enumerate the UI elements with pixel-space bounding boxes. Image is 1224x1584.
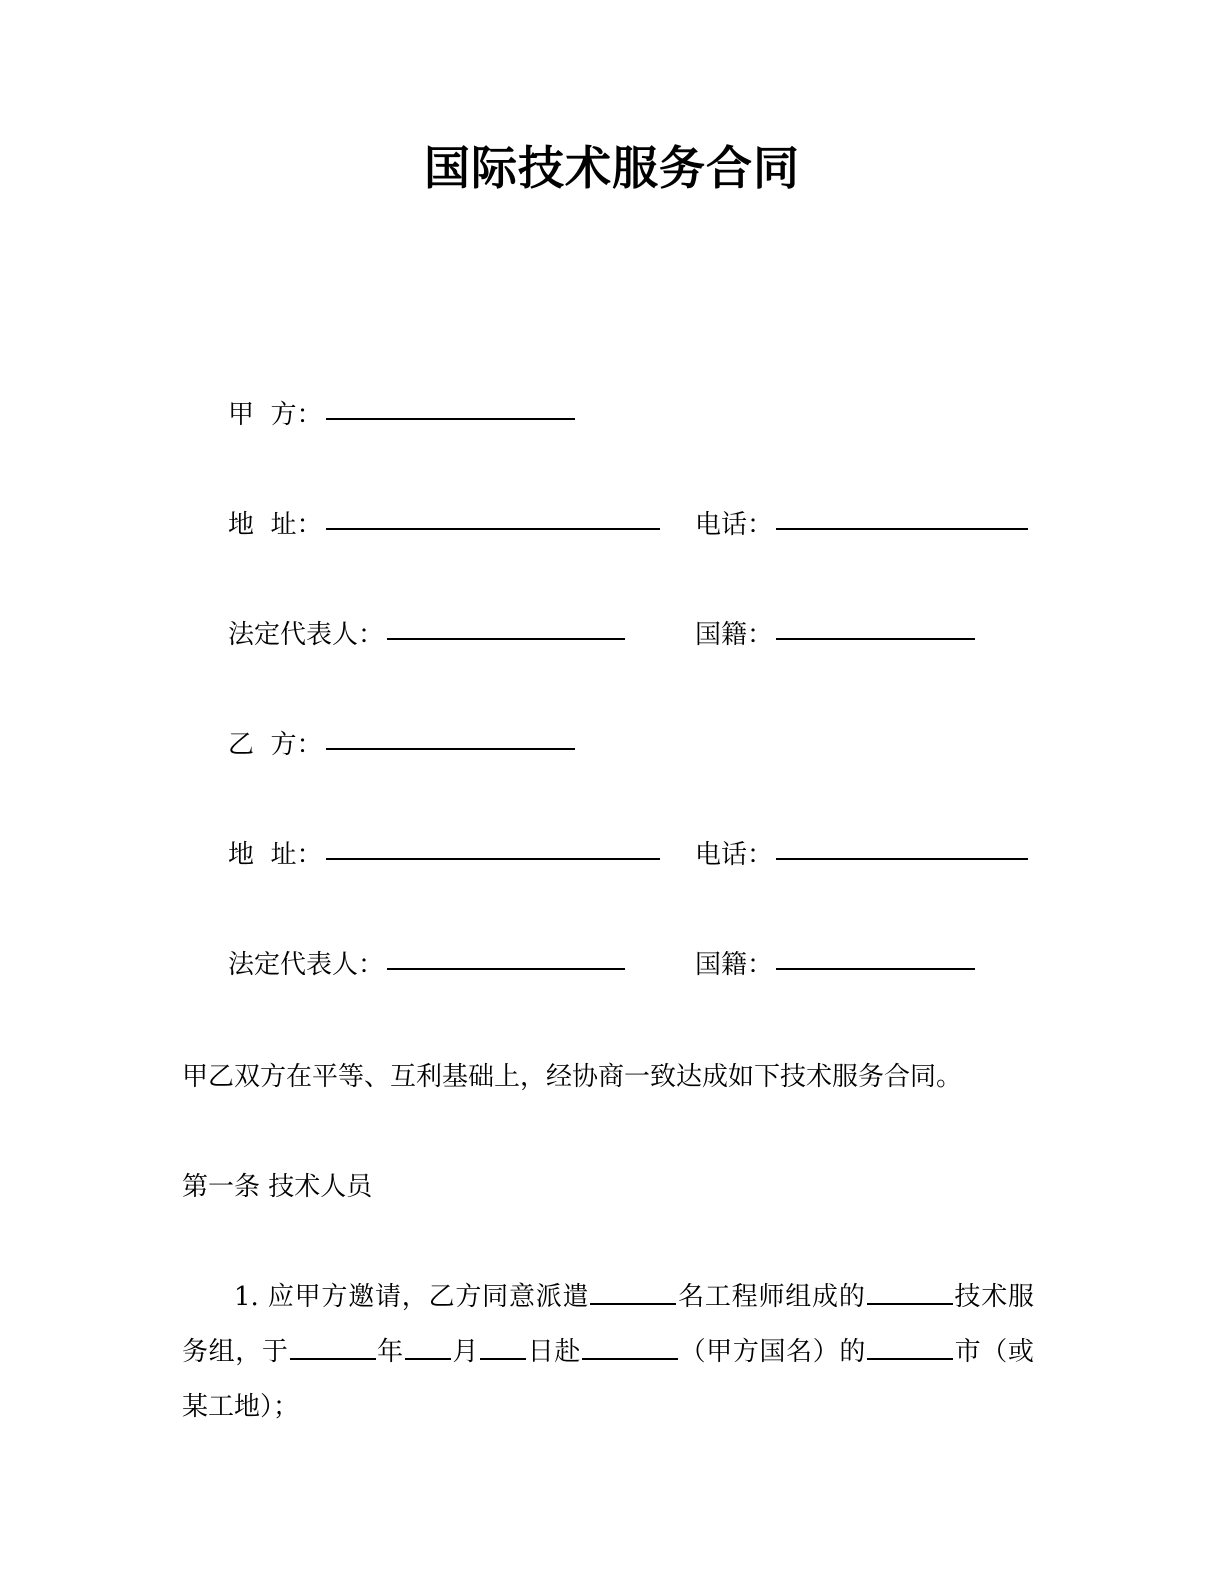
clause-1-segment-7: （甲方国名）的 — [678, 1337, 867, 1367]
party-information-form — [0, 398, 1224, 1058]
clause-1-segment-6: 日赴 — [527, 1337, 581, 1367]
clause-1-paragraph — [182, 1270, 1034, 1435]
clause-1-segment-8: 市（或某工地）； — [182, 1337, 1034, 1422]
field-label-representative-b: 法定代表人： — [228, 950, 385, 980]
clause-1-blank-country[interactable] — [582, 1334, 678, 1360]
party-b-input-rule[interactable] — [326, 748, 575, 750]
form-row-representative-b — [0, 948, 1224, 1058]
field-label-nationality-b: 国籍： — [695, 950, 774, 980]
nationality-a-input-rule[interactable] — [776, 638, 975, 640]
field-label-representative-a: 法定代表人： — [228, 620, 385, 650]
phone-b-input-rule[interactable] — [776, 858, 1028, 860]
field-party-b[interactable] — [228, 728, 575, 762]
field-label-address-b: 地 址： — [228, 840, 323, 870]
contract-body — [182, 1050, 1034, 1435]
field-label-phone-b: 电话： — [695, 840, 774, 870]
form-row-party-b — [0, 728, 1224, 838]
address-a-input-rule[interactable] — [326, 528, 660, 530]
clause-1-blank-day[interactable] — [480, 1334, 526, 1360]
representative-a-input-rule[interactable] — [387, 638, 625, 640]
article-1-heading: 第一条 技术人员 — [182, 1172, 373, 1202]
representative-b-input-rule[interactable] — [387, 968, 625, 970]
clause-1-blank-engineer-count[interactable] — [590, 1279, 676, 1305]
field-representative-a[interactable] — [228, 618, 625, 652]
phone-a-input-rule[interactable] — [776, 528, 1028, 530]
field-label-nationality-a: 国籍： — [695, 620, 774, 650]
clause-1-segment-5: 月 — [451, 1337, 480, 1367]
nationality-b-input-rule[interactable] — [776, 968, 975, 970]
field-party-a[interactable] — [228, 398, 575, 432]
form-row-representative-a — [0, 618, 1224, 728]
field-address-a[interactable] — [228, 508, 660, 542]
clause-1-blank-city[interactable] — [867, 1334, 953, 1360]
preamble-paragraph: 甲乙双方在平等、互利基础上，经协商一致达成如下技术服务合同。 — [182, 1062, 963, 1092]
field-label-party-b: 乙 方： — [228, 730, 323, 760]
field-nationality-b[interactable] — [695, 948, 975, 982]
clause-1-segment-2: 名工程师组成的 — [677, 1282, 866, 1312]
party-a-input-rule[interactable] — [326, 418, 575, 420]
field-label-phone-a: 电话： — [695, 510, 774, 540]
field-nationality-a[interactable] — [695, 618, 975, 652]
field-label-address-a: 地 址： — [228, 510, 323, 540]
page-title: 国际技术服务合同 — [424, 141, 800, 195]
form-row-party-a — [0, 398, 1224, 508]
form-row-address-a — [0, 508, 1224, 618]
clause-1-segment-3: 技术服务组，于 — [182, 1282, 1034, 1367]
field-address-b[interactable] — [228, 838, 660, 872]
field-representative-b[interactable] — [228, 948, 625, 982]
form-row-address-b — [0, 838, 1224, 948]
clause-1-segment-4: 年 — [376, 1337, 404, 1367]
address-b-input-rule[interactable] — [326, 858, 660, 860]
clause-1-blank-year[interactable] — [290, 1334, 376, 1360]
field-label-party-a: 甲 方： — [228, 400, 323, 430]
field-phone-a[interactable] — [695, 508, 1028, 542]
clause-1-segment-1: 1. 应甲方邀请，乙方同意派遣 — [234, 1282, 590, 1312]
clause-1-blank-month[interactable] — [405, 1334, 451, 1360]
clause-1-blank-team-name[interactable] — [867, 1279, 953, 1305]
field-phone-b[interactable] — [695, 838, 1028, 872]
